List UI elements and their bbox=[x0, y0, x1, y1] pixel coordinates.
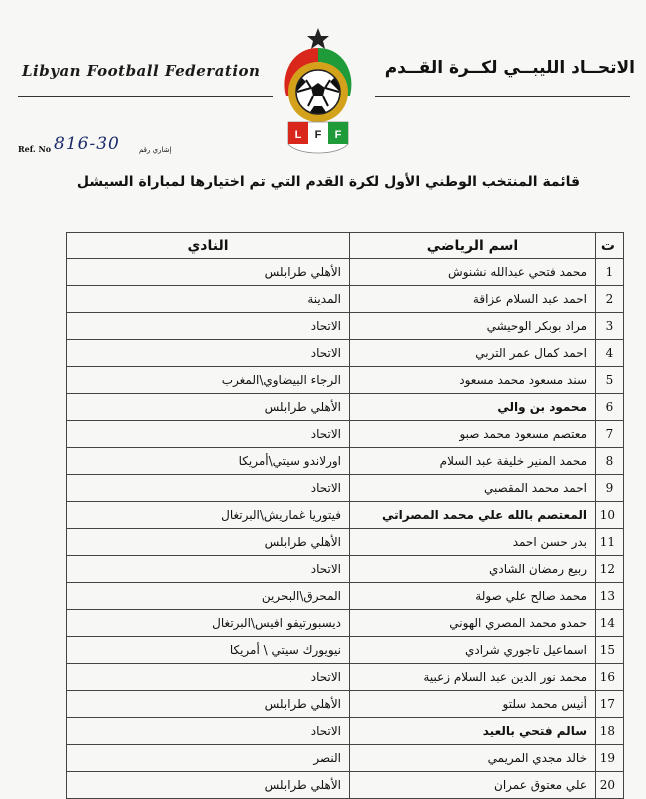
player-name: محمد صالح علي صولة bbox=[350, 583, 596, 610]
ref-value: 816-30 bbox=[54, 134, 120, 154]
header-number: ت bbox=[596, 233, 624, 259]
ref-label-arabic: إشاري رقم bbox=[139, 146, 172, 154]
player-name: احمد عبد السلام عزاقة bbox=[350, 286, 596, 313]
player-club: الاتحاد bbox=[67, 664, 350, 691]
player-number: 2 bbox=[596, 286, 624, 313]
player-number: 5 bbox=[596, 367, 624, 394]
player-number: 6 bbox=[596, 394, 624, 421]
table-row bbox=[67, 448, 624, 475]
player-number: 15 bbox=[596, 637, 624, 664]
player-name: محمد المنير خليفة عبد السلام bbox=[350, 448, 596, 475]
player-name: حمدو محمد المصري الهوني bbox=[350, 610, 596, 637]
table-row bbox=[67, 664, 624, 691]
table-row bbox=[67, 610, 624, 637]
player-number: 20 bbox=[596, 772, 624, 799]
player-number: 10 bbox=[596, 502, 624, 529]
player-club: الاتحاد bbox=[67, 340, 350, 367]
player-number: 1 bbox=[596, 259, 624, 286]
player-number: 12 bbox=[596, 556, 624, 583]
player-club: الأهلي طرابلس bbox=[67, 691, 350, 718]
player-club: الاتحاد bbox=[67, 313, 350, 340]
table-row bbox=[67, 583, 624, 610]
player-club: النصر bbox=[67, 745, 350, 772]
player-number: 13 bbox=[596, 583, 624, 610]
table-row bbox=[67, 367, 624, 394]
player-club: الأهلي طرابلس bbox=[67, 529, 350, 556]
logo-letter-f2: F bbox=[334, 129, 342, 141]
table-row bbox=[67, 313, 624, 340]
player-number: 11 bbox=[596, 529, 624, 556]
player-club: المحرق\البحرين bbox=[67, 583, 350, 610]
player-name: احمد محمد المقصبي bbox=[350, 475, 596, 502]
player-club: المدينة bbox=[67, 286, 350, 313]
player-name: سالم فتحي بالعيد bbox=[350, 718, 596, 745]
player-club: الاتحاد bbox=[67, 556, 350, 583]
player-name: بدر حسن احمد bbox=[350, 529, 596, 556]
player-club: الاتحاد bbox=[67, 475, 350, 502]
player-number: 19 bbox=[596, 745, 624, 772]
player-club: اورلاندو سيتي\أمريكا bbox=[67, 448, 350, 475]
player-number: 18 bbox=[596, 718, 624, 745]
english-name-rule bbox=[18, 96, 273, 97]
player-number: 3 bbox=[596, 313, 624, 340]
player-club: الأهلي طرابلس bbox=[67, 394, 350, 421]
player-number: 7 bbox=[596, 421, 624, 448]
table-row bbox=[67, 394, 624, 421]
player-name: خالد مجدي المريمي bbox=[350, 745, 596, 772]
ref-label: Ref. No bbox=[18, 144, 52, 154]
player-club: الاتحاد bbox=[67, 718, 350, 745]
arabic-name-rule bbox=[375, 96, 630, 97]
player-number: 4 bbox=[596, 340, 624, 367]
player-name: سند مسعود محمد مسعود bbox=[350, 367, 596, 394]
table-header-row bbox=[67, 233, 624, 259]
lff-logo bbox=[278, 26, 358, 161]
player-name: ربيع رمضان الشادي bbox=[350, 556, 596, 583]
table-row bbox=[67, 745, 624, 772]
logo-letter-l: L bbox=[294, 129, 302, 141]
english-federation-name: Libyan Football Federation bbox=[22, 62, 261, 80]
player-name: علي معتوق عمران bbox=[350, 772, 596, 799]
table-row bbox=[67, 637, 624, 664]
reference-number bbox=[14, 134, 244, 160]
player-number: 8 bbox=[596, 448, 624, 475]
player-club: الأهلي طرابلس bbox=[67, 772, 350, 799]
player-name: معتصم مسعود محمد صبو bbox=[350, 421, 596, 448]
player-number: 16 bbox=[596, 664, 624, 691]
player-name: محمد فتحي عبدالله نشنوش bbox=[350, 259, 596, 286]
player-number: 9 bbox=[596, 475, 624, 502]
player-club: ديسبورتيفو افيس\البرتغال bbox=[67, 610, 350, 637]
player-club: الرجاء البيضاوي\المغرب bbox=[67, 367, 350, 394]
squad-table bbox=[66, 232, 624, 799]
table-row bbox=[67, 259, 624, 286]
player-number: 17 bbox=[596, 691, 624, 718]
header-name: اسم الرياضي bbox=[350, 233, 596, 259]
table-row bbox=[67, 691, 624, 718]
player-name: مراد بوبكر الوحيشي bbox=[350, 313, 596, 340]
player-name: المعتصم بالله علي محمد المصراتي bbox=[350, 502, 596, 529]
player-club: نيويورك سيتي \ أمريكا bbox=[67, 637, 350, 664]
table-row bbox=[67, 556, 624, 583]
player-number: 14 bbox=[596, 610, 624, 637]
table-row bbox=[67, 529, 624, 556]
player-name: احمد كمال عمر التربي bbox=[350, 340, 596, 367]
player-club: الأهلي طرابلس bbox=[67, 259, 350, 286]
player-club: الاتحاد bbox=[67, 421, 350, 448]
table-row bbox=[67, 772, 624, 799]
table-row bbox=[67, 718, 624, 745]
header-club: النادي bbox=[67, 233, 350, 259]
arabic-federation-name: الاتحــاد الليبــي لكــرة القــدم bbox=[384, 58, 635, 78]
player-name: اسماعيل تاجوري شرادي bbox=[350, 637, 596, 664]
table-row bbox=[67, 502, 624, 529]
document-title: قائمة المنتخب الوطني الأول لكرة القدم التي تم اختيارها لمباراة السيشل bbox=[76, 174, 580, 190]
logo-letter-f1: F bbox=[314, 129, 322, 141]
table-row bbox=[67, 421, 624, 448]
player-club: فيتوريا غماريش\البرتغال bbox=[67, 502, 350, 529]
player-name: أنيس محمد سلتو bbox=[350, 691, 596, 718]
letterhead bbox=[0, 0, 646, 165]
player-name: محمد نور الدين عبد السلام زعبية bbox=[350, 664, 596, 691]
table-row bbox=[67, 475, 624, 502]
player-name: محمود بن والي bbox=[350, 394, 596, 421]
table-row bbox=[67, 286, 624, 313]
table-row bbox=[67, 340, 624, 367]
